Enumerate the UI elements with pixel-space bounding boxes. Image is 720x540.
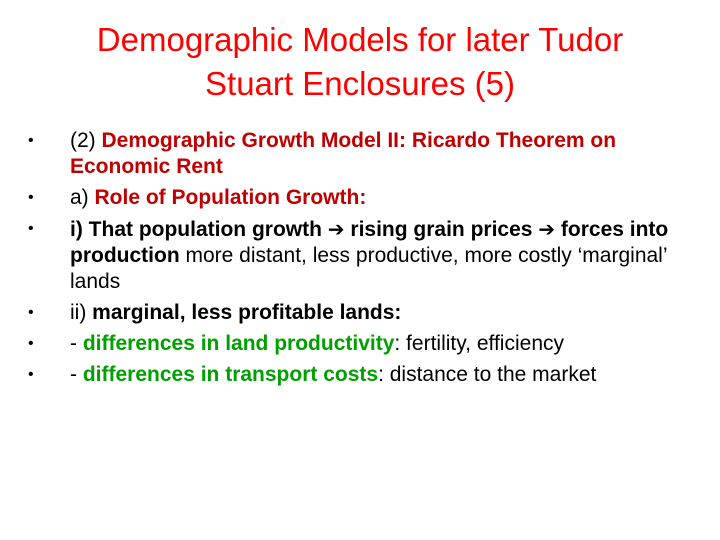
bullet-text-part: forces into production xyxy=(70,218,669,267)
bullet-item xyxy=(28,331,708,357)
bullet-prefix: (2) xyxy=(70,129,102,152)
title-line-2: Stuart Enclosures (5) xyxy=(205,65,515,102)
bullet-item xyxy=(28,362,708,388)
arrow-right-icon: ➔ xyxy=(538,217,556,241)
bullet-icon: • xyxy=(28,304,34,321)
bullet-item xyxy=(28,216,708,295)
arrow-right-icon: ➔ xyxy=(327,217,345,241)
bullet-emphasis: differences in transport costs xyxy=(82,363,379,386)
bullet-prefix: - xyxy=(70,363,83,386)
bullet-list xyxy=(28,128,708,393)
bullet-item xyxy=(28,300,708,326)
bullet-rest: : distance to the market xyxy=(378,363,597,386)
bullet-prefix: a) xyxy=(70,186,95,209)
bullet-text-part: i) That population growth xyxy=(70,218,328,241)
bullet-prefix: - xyxy=(70,332,83,355)
slide-title xyxy=(36,18,684,106)
bullet-item xyxy=(28,128,708,180)
bullet-icon: • xyxy=(28,132,34,149)
bullet-item xyxy=(28,185,708,211)
bullet-icon: • xyxy=(28,366,34,383)
bullet-icon: • xyxy=(28,189,34,206)
bullet-emphasis: marginal, less profitable lands: xyxy=(92,301,402,324)
bullet-text-part: rising grain prices xyxy=(344,218,539,241)
bullet-icon: • xyxy=(28,335,34,352)
bullet-prefix: ii) xyxy=(70,301,93,324)
title-line-1: Demographic Models for later Tudor xyxy=(96,21,624,58)
bullet-emphasis: differences in land productivity xyxy=(82,332,395,355)
bullet-emphasis: Role of Population Growth: xyxy=(94,186,367,209)
bullet-emphasis: Demographic Growth Model II: Ricardo Theorem on Economic Rent xyxy=(70,129,617,178)
bullet-rest: : fertility, efficiency xyxy=(394,332,565,355)
bullet-icon: • xyxy=(28,220,34,237)
bullet-rest: more distant, less productive, more costly ‘marginal’ lands xyxy=(70,244,667,293)
